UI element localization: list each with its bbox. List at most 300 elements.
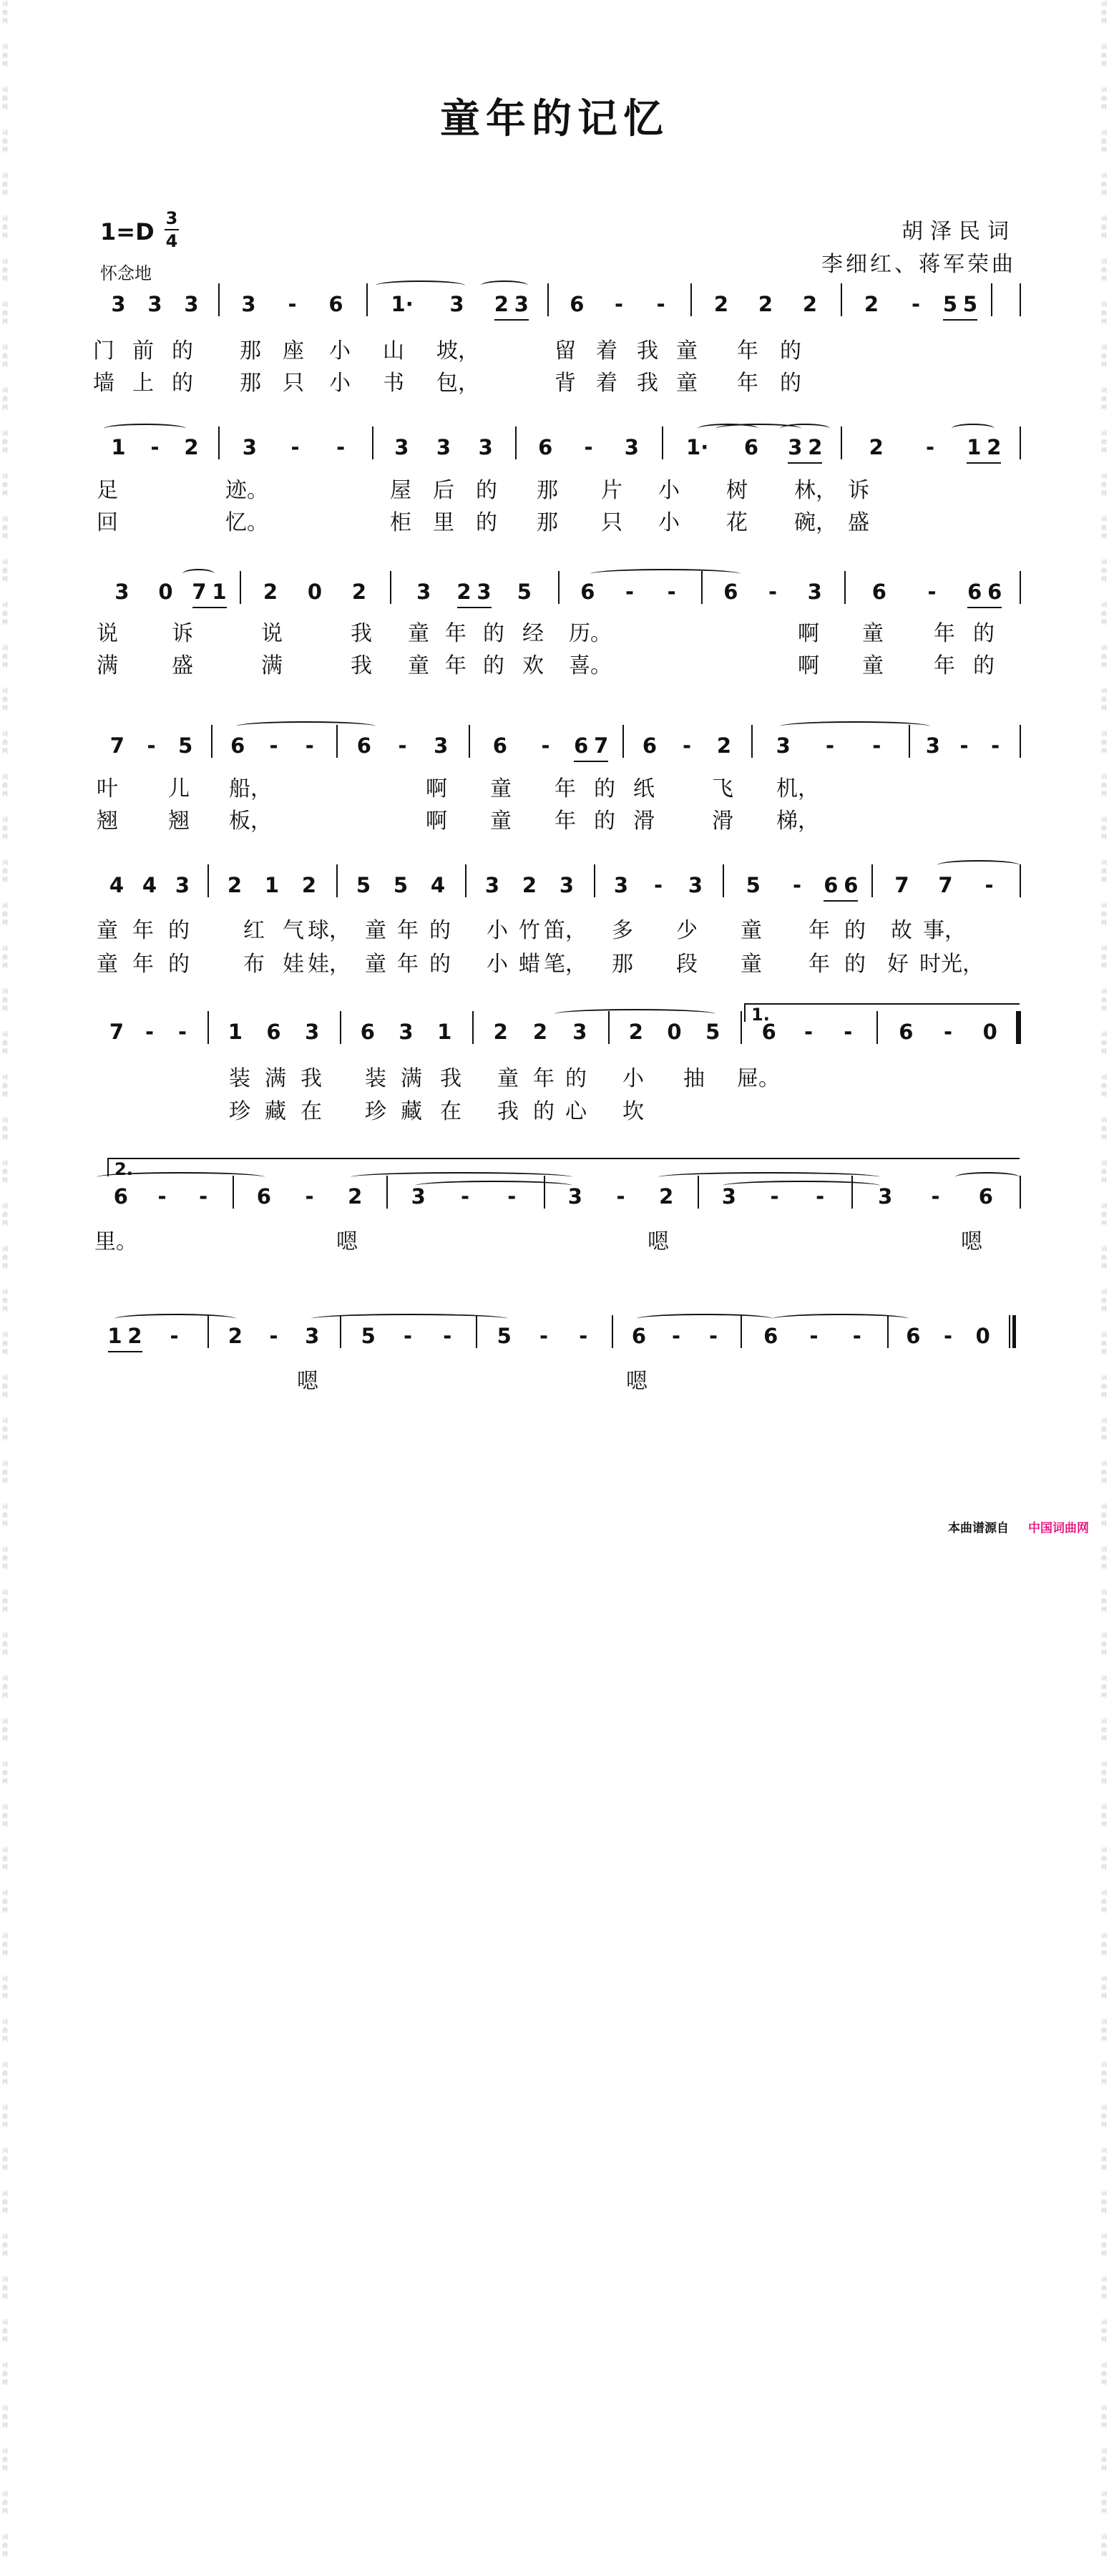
lyric: 包，	[436, 371, 479, 396]
slur	[955, 1172, 1020, 1182]
note: 2	[348, 1184, 363, 1209]
note: 4	[142, 873, 157, 897]
lyric: 迹。	[225, 478, 268, 503]
lyric: 年	[445, 653, 466, 678]
note: 6	[967, 580, 982, 604]
barline	[1009, 1315, 1010, 1348]
note: 3	[114, 580, 130, 604]
lyric: 的	[483, 621, 504, 646]
note: 6	[899, 1020, 914, 1044]
volta-edge	[107, 1158, 109, 1176]
note: 1	[437, 1020, 452, 1044]
lyric: 年	[132, 918, 154, 943]
note: 0	[667, 1020, 682, 1044]
note: 6	[631, 1324, 647, 1348]
volta-edge	[744, 1003, 746, 1022]
note: 5	[356, 873, 371, 897]
note: 3	[305, 1324, 320, 1348]
barline	[469, 725, 470, 758]
note: 6	[492, 733, 507, 758]
lyric: 满	[261, 653, 283, 678]
barline	[515, 426, 517, 459]
lyric: 童	[97, 918, 118, 943]
volta-line	[744, 1003, 1020, 1005]
note: 5	[361, 1324, 376, 1348]
note: 4	[109, 873, 124, 897]
barline	[390, 571, 391, 604]
note: 6	[256, 1184, 271, 1209]
barline	[871, 864, 873, 897]
lyric: 墙	[93, 371, 114, 396]
lyric: 回	[97, 510, 118, 535]
lyric: 儿	[168, 776, 190, 801]
lyric: 的	[429, 952, 451, 977]
dash: -	[625, 580, 635, 604]
lyric: 诉	[848, 478, 869, 503]
note: 3	[449, 292, 464, 316]
dash: -	[671, 1324, 681, 1348]
note: 1·	[686, 435, 709, 459]
lyric: 年	[132, 952, 154, 977]
lyric: 的	[565, 1066, 587, 1091]
watermark-strip-right: 词 曲 网 词 曲 网 词 曲 网 词 曲 网 词 曲 网 词 曲 网 词 曲 网 词 曲 网 词 曲 网 词 曲 网 词 曲 网 词 曲 网 词 曲 网 词 曲 网 词 曲 网 词 曲 网 词 曲 网 词 曲 网 词 曲 网 词 曲 网 词 曲 网 词 曲 网 词 曲 网 词 曲 网 词 曲 网 词 曲 网 词 曲 网 词 曲 网 词 曲 网 词 曲 网 词 曲 网 词 曲 网 词 曲 网 词 曲 网 词 曲 网 词 曲 网 词 曲 网 词 曲 网 词 曲 网 词 曲 网 词 曲 网 词 曲 网 词 曲 网 词 曲 网 词 曲 网 词 曲 网 词 曲 网 词 曲 网 词 曲 网 词 曲 网 词 曲 网 词 曲 网 词 曲 网 词 曲 网 词 曲 网 词 曲 网 词 曲 网 词 曲 网 词 曲 网 词 曲 网	[1101, 1, 1107, 2557]
lyric: 心	[565, 1099, 587, 1124]
lyric: 小	[658, 478, 680, 503]
note: 3	[567, 1184, 582, 1209]
note: 6	[763, 1324, 778, 1348]
dash: -	[931, 1184, 940, 1209]
lyric: 的	[594, 776, 615, 801]
note: 3	[878, 1184, 893, 1209]
note: 7	[938, 873, 953, 897]
note: 3	[436, 435, 451, 459]
lyric: 小	[329, 338, 351, 364]
lyric: 段	[676, 952, 698, 977]
lyric: 啊	[798, 621, 819, 646]
note: 3	[925, 733, 940, 758]
volta-1-label: 1.	[751, 1005, 770, 1025]
note: 6	[580, 580, 595, 604]
time-signature	[165, 209, 179, 250]
note: 6	[743, 435, 759, 459]
barline	[1020, 283, 1021, 316]
lyric: 座	[283, 338, 304, 364]
lyric: 满	[265, 1066, 286, 1091]
note: 5	[178, 733, 193, 758]
note: 2	[227, 873, 243, 897]
eighth-beam	[967, 462, 1001, 464]
note: 2	[351, 580, 367, 604]
note: 3	[175, 873, 190, 897]
lyric: 小	[658, 510, 680, 535]
lyric: 前	[132, 338, 154, 364]
dash: -	[911, 292, 921, 316]
barline	[366, 283, 368, 316]
barline	[991, 283, 992, 316]
lyric: 留	[554, 338, 576, 364]
lyric: 只	[601, 510, 622, 535]
slur	[773, 1314, 909, 1324]
eighth-beam	[494, 319, 529, 321]
slur	[236, 721, 376, 731]
final-barline	[1012, 1315, 1016, 1348]
lyric: 的	[476, 510, 497, 535]
lyric: 的	[780, 371, 801, 396]
note: 5	[705, 1020, 720, 1044]
note: 3	[788, 435, 803, 459]
lyric: 嗯	[626, 1369, 648, 1394]
note: 2	[659, 1184, 674, 1209]
dash: -	[803, 1020, 814, 1044]
lyric: 红	[243, 918, 265, 943]
lyric: 屋	[390, 478, 411, 503]
dash: -	[584, 435, 593, 459]
lyric: 童	[408, 621, 429, 646]
lyric: 山	[383, 338, 404, 364]
note: 5	[746, 873, 761, 897]
lyric: 的	[973, 653, 995, 678]
note: 3	[411, 1184, 426, 1209]
tempo-marking: 怀念地	[100, 263, 152, 283]
dash: -	[682, 733, 692, 758]
dash: -	[403, 1324, 413, 1348]
note: 3	[147, 292, 162, 316]
lyric: 满	[97, 653, 118, 678]
note: 2	[758, 292, 773, 316]
lyric: 的	[429, 918, 451, 943]
note: 1	[111, 435, 126, 459]
note: 1	[967, 435, 982, 459]
slur	[376, 280, 465, 291]
composer-credit: 李细红、蒋军荣曲	[821, 252, 1016, 277]
dash: -	[825, 733, 835, 758]
lyric: 我	[440, 1066, 461, 1091]
lyric: 叶	[97, 776, 118, 801]
dash: -	[816, 1184, 825, 1209]
lyric: 童	[862, 653, 884, 678]
barline	[662, 426, 663, 459]
dash: -	[616, 1184, 625, 1209]
slur	[554, 1009, 715, 1019]
dash: -	[150, 435, 160, 459]
lyric: 盛	[172, 653, 193, 678]
note: 2	[808, 435, 823, 459]
barline	[547, 283, 549, 316]
lyric: 年	[554, 776, 576, 801]
note: 2	[802, 292, 818, 316]
note: 6	[824, 873, 839, 897]
slur	[590, 569, 741, 579]
eighth-beam	[108, 1351, 142, 1352]
note: 3	[399, 1020, 414, 1044]
lyric: 碗，	[794, 510, 837, 535]
note: 3	[305, 1020, 320, 1044]
lyric: 年	[934, 621, 955, 646]
lyric: 坡，	[436, 338, 479, 364]
lyric: 藏	[265, 1099, 286, 1124]
lyric: 嗯	[336, 1229, 358, 1254]
lyric: 那	[612, 952, 633, 977]
dash: -	[925, 435, 935, 459]
lyric: 时	[919, 952, 941, 977]
meter-top: 3	[165, 208, 178, 228]
note: 3	[477, 580, 492, 604]
lyric: 小	[487, 952, 508, 977]
note: 2	[713, 292, 729, 316]
note: 2	[301, 873, 317, 897]
lyric: 年	[808, 918, 830, 943]
footer-site: 中国词曲网	[1028, 1521, 1089, 1536]
lyric: 故	[891, 918, 912, 943]
note: 6	[723, 580, 738, 604]
lyric: 布	[243, 952, 265, 977]
lyric: 年	[934, 653, 955, 678]
lyric: 童	[676, 338, 698, 364]
lyric: 珍	[365, 1099, 386, 1124]
lyric: 经	[522, 621, 544, 646]
lyric: 年	[397, 918, 419, 943]
note: 6	[570, 292, 585, 316]
eighth-beam	[967, 607, 1002, 608]
note: 7	[109, 733, 124, 758]
lyric: 的	[476, 478, 497, 503]
lyric: 满	[401, 1066, 422, 1091]
note: 6	[844, 873, 859, 897]
note: 2	[228, 1324, 243, 1348]
dash: -	[269, 733, 278, 758]
lyric: 装	[365, 1066, 386, 1091]
lyric: 童	[741, 952, 762, 977]
lyric: 忆。	[225, 510, 268, 535]
lyric: 屉。	[737, 1066, 780, 1091]
lyric: 事，	[923, 918, 966, 943]
lyric: 嗯	[297, 1369, 318, 1394]
eighth-beam	[574, 761, 608, 762]
barline	[622, 725, 624, 758]
lyric: 翘	[97, 809, 118, 834]
barline	[240, 571, 241, 604]
footer-source: 本曲谱源自	[948, 1521, 1009, 1536]
note: 0	[975, 1324, 990, 1348]
eighth-beam	[824, 900, 858, 902]
note: 3	[184, 292, 199, 316]
lyric: 只	[283, 371, 304, 396]
note: 3	[416, 580, 431, 604]
lyric: 的	[168, 952, 190, 977]
lyric: 气	[283, 918, 304, 943]
barline	[612, 1315, 613, 1348]
lyric: 说	[261, 621, 283, 646]
dash: -	[614, 292, 624, 316]
dash: -	[991, 733, 1000, 758]
lyric: 我	[301, 1066, 322, 1091]
lyric: 我	[637, 338, 658, 364]
lyric: 在	[440, 1099, 461, 1124]
eighth-beam	[788, 462, 822, 464]
note: 3	[572, 1020, 587, 1044]
song-title: 童年的记忆	[440, 96, 669, 142]
lyric: 娃，	[308, 952, 351, 977]
lyric: 抽	[683, 1066, 705, 1091]
lyric: 背	[554, 371, 576, 396]
dash: -	[177, 1020, 187, 1044]
meter-bottom: 4	[165, 231, 178, 251]
dash: -	[147, 733, 156, 758]
barline	[207, 864, 209, 897]
barline	[558, 571, 560, 604]
lyric: 童	[741, 918, 762, 943]
note: 6	[328, 292, 343, 316]
lyric: 少	[676, 918, 698, 943]
dash: -	[336, 435, 346, 459]
note: 6	[978, 1184, 993, 1209]
lyric: 的	[168, 918, 190, 943]
dash: -	[792, 873, 802, 897]
note: 7	[894, 873, 909, 897]
eighth-beam	[943, 319, 977, 321]
slur	[715, 424, 801, 434]
note: 3	[807, 580, 822, 604]
note: 6	[987, 580, 1002, 604]
barline	[207, 1011, 209, 1044]
note: 2	[864, 292, 879, 316]
dash: -	[541, 733, 550, 758]
slur	[952, 424, 995, 434]
dash: -	[852, 1324, 861, 1348]
lyric: 林，	[794, 478, 837, 503]
note: 3	[478, 435, 493, 459]
lyric: 童	[497, 1066, 519, 1091]
lyric: 飞	[712, 776, 733, 801]
lyric: 竹	[519, 918, 540, 943]
slur	[723, 1181, 880, 1191]
lyric: 在	[301, 1099, 322, 1124]
lyric: 盛	[848, 510, 869, 535]
note: 4	[430, 873, 446, 897]
barline	[1020, 864, 1021, 897]
lyric: 童	[490, 776, 512, 801]
dash: -	[398, 733, 407, 758]
note: 0	[158, 580, 173, 604]
lyric: 童	[97, 952, 118, 977]
dash: -	[844, 1020, 853, 1044]
lyric: 年	[397, 952, 419, 977]
lyric: 那	[537, 478, 558, 503]
note: 2	[494, 292, 509, 316]
note: 2	[628, 1020, 643, 1044]
lyric: 梯，	[776, 809, 819, 834]
lyric: 年	[554, 809, 576, 834]
note: 2	[127, 1324, 142, 1348]
note: 6	[113, 1184, 128, 1209]
lyric: 那	[537, 510, 558, 535]
note: 3	[111, 292, 126, 316]
note: 0	[982, 1020, 997, 1044]
lyric: 的	[172, 338, 193, 364]
slur	[780, 721, 930, 731]
lyric: 珍	[229, 1099, 250, 1124]
lyric: 童	[365, 918, 386, 943]
barline	[841, 426, 842, 459]
barline	[1020, 426, 1021, 459]
lyric: 光，	[941, 952, 984, 977]
lyric: 门	[93, 338, 114, 364]
lyric: 树	[726, 478, 748, 503]
dash: -	[872, 733, 881, 758]
note: 2	[522, 873, 537, 897]
volta-line	[107, 1158, 1020, 1159]
lyric: 那	[240, 338, 261, 364]
note: 3	[613, 873, 629, 897]
dash: -	[290, 435, 300, 459]
lyric: 那	[240, 371, 261, 396]
slur	[114, 1314, 236, 1324]
slur	[637, 1314, 773, 1324]
lyric: 我	[637, 371, 658, 396]
lyric: 笔，	[544, 952, 587, 977]
note: 3	[559, 873, 575, 897]
note: 3	[776, 733, 791, 758]
lyric: 小	[622, 1066, 644, 1091]
lyric: 多	[612, 918, 633, 943]
note: 6	[574, 733, 589, 758]
note: 3	[484, 873, 500, 897]
barline	[876, 1011, 878, 1044]
barline	[336, 864, 338, 897]
lyric: 坎	[622, 1099, 644, 1124]
lyric: 嗯	[961, 1229, 982, 1254]
lyric: 历。	[569, 621, 612, 646]
note: 5	[517, 580, 532, 604]
lyric: 船，	[229, 776, 272, 801]
dash: -	[667, 580, 676, 604]
lyric: 童	[365, 952, 386, 977]
lyric: 的	[483, 653, 504, 678]
barline	[211, 725, 212, 758]
lyric: 我	[351, 653, 372, 678]
note: 3	[721, 1184, 736, 1209]
dash: -	[305, 1184, 314, 1209]
note: 6	[266, 1020, 281, 1044]
lyric: 年	[533, 1066, 554, 1091]
slur	[415, 1181, 572, 1191]
barline	[1020, 1176, 1021, 1209]
dash: -	[985, 873, 994, 897]
lyric: 的	[780, 338, 801, 364]
note: 3	[394, 435, 409, 459]
lyric: 滑	[712, 809, 733, 834]
note: 2	[869, 435, 884, 459]
note: 2	[456, 580, 472, 604]
lyric: 年	[737, 338, 758, 364]
lyric: 足	[97, 478, 118, 503]
dash: -	[656, 292, 665, 316]
dash: -	[157, 1184, 167, 1209]
dash: -	[959, 733, 969, 758]
dash: -	[460, 1184, 470, 1209]
slur	[104, 424, 186, 434]
note: 5	[393, 873, 409, 897]
lyric: 藏	[401, 1099, 422, 1124]
note: 6	[360, 1020, 375, 1044]
note: 2	[493, 1020, 508, 1044]
note: 1	[107, 1324, 122, 1348]
barline	[218, 283, 220, 316]
note: 1·	[391, 292, 414, 316]
lyric: 着	[596, 371, 617, 396]
lyric: 好	[887, 952, 909, 977]
barline	[690, 283, 692, 316]
